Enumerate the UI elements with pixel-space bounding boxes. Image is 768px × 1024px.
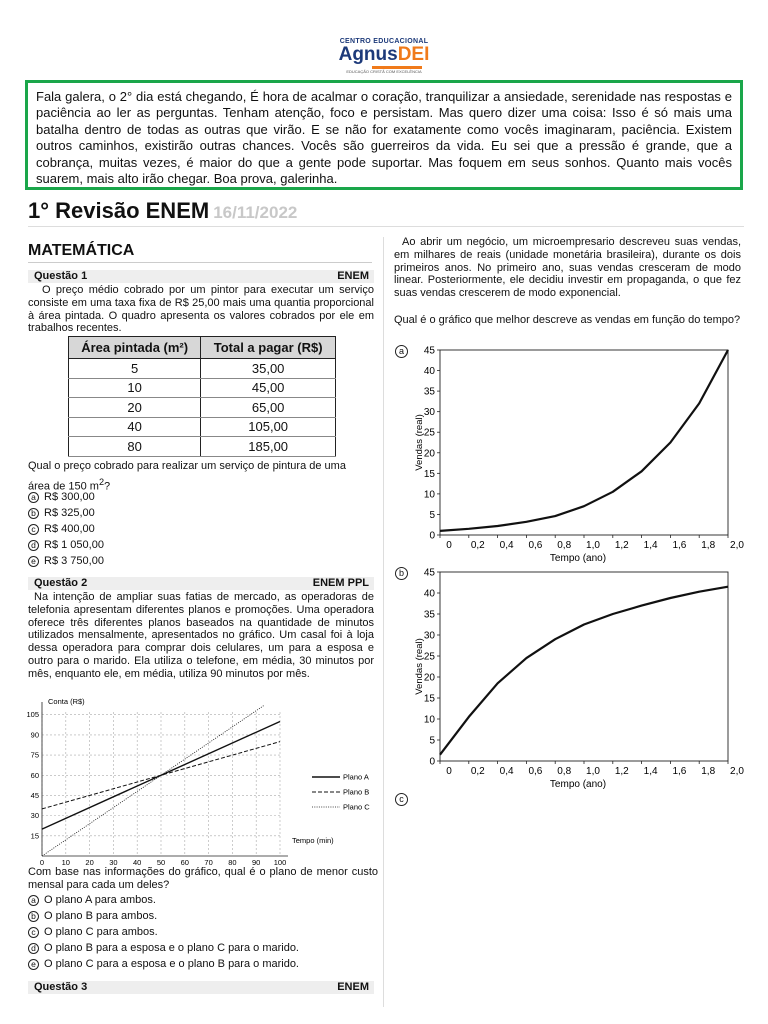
x-tick-label: 0,6 bbox=[528, 766, 543, 777]
x-tick-label: 30 bbox=[109, 858, 118, 867]
y-tick-label: 20 bbox=[423, 672, 435, 684]
logo-brand bbox=[332, 45, 436, 65]
option-text: R$ 325,00 bbox=[44, 507, 95, 519]
table-header-row bbox=[69, 337, 336, 359]
option-b[interactable] bbox=[28, 908, 299, 924]
x-tick-label: 0,6 bbox=[528, 540, 543, 551]
y-axis-label: Vendas (real) bbox=[414, 638, 425, 695]
option-letter: e bbox=[28, 556, 39, 567]
x-tick-label: 0,8 bbox=[557, 766, 572, 777]
table-cell: 40 bbox=[69, 417, 201, 437]
question-3-label: Questão 3 bbox=[34, 981, 88, 993]
option-text: O plano B para a esposa e o plano C para o marido. bbox=[44, 942, 299, 954]
school-logo bbox=[332, 38, 436, 74]
graph-option-b[interactable]: b bbox=[395, 567, 408, 580]
x-tick-label: 10 bbox=[61, 858, 70, 867]
table-row bbox=[69, 378, 336, 398]
table-cell: 80 bbox=[69, 437, 201, 457]
x-tick-label: 0,4 bbox=[499, 766, 514, 777]
subject-divider bbox=[28, 262, 372, 263]
y-tick-label: 25 bbox=[423, 427, 435, 439]
subject-heading: MATEMÁTICA bbox=[28, 242, 135, 259]
question-1-label: Questão 1 bbox=[34, 270, 88, 282]
option-letter: e bbox=[28, 959, 39, 970]
column-divider bbox=[383, 237, 384, 1007]
y-tick-label: 25 bbox=[423, 651, 435, 663]
option-letter: c bbox=[28, 927, 39, 938]
y-tick-label: 45 bbox=[423, 345, 435, 357]
table-row bbox=[69, 437, 336, 457]
x-tick-label: 1,2 bbox=[614, 540, 629, 551]
option-e[interactable] bbox=[28, 956, 299, 972]
x-tick-label: 0,2 bbox=[470, 766, 485, 777]
y-tick-label: 15 bbox=[423, 468, 435, 480]
table-cell: 105,00 bbox=[201, 417, 336, 437]
option-text: R$ 400,00 bbox=[44, 523, 95, 535]
y-tick-label: 30 bbox=[423, 630, 435, 642]
y-tick-label: 105 bbox=[26, 710, 39, 720]
question-1-header bbox=[28, 270, 374, 283]
question-1-prompt-line1: Qual o preço cobrado para realizar um serviço de pintura de uma bbox=[28, 460, 346, 472]
question-2-header bbox=[28, 577, 374, 590]
sales-curve bbox=[440, 350, 728, 531]
y-tick-label: 10 bbox=[423, 714, 435, 726]
table-cell: 5 bbox=[69, 359, 201, 379]
x-tick-label: 70 bbox=[204, 858, 213, 867]
x-tick-label: 1,6 bbox=[672, 540, 687, 551]
sales-curve bbox=[440, 587, 728, 755]
y-tick-label: 30 bbox=[30, 811, 39, 821]
graph-option-c[interactable]: c bbox=[395, 793, 408, 806]
y-tick-label: 15 bbox=[423, 693, 435, 705]
option-d[interactable] bbox=[28, 940, 299, 956]
x-tick-label: 80 bbox=[228, 858, 237, 867]
x-tick-label: 20 bbox=[85, 858, 94, 867]
option-e[interactable] bbox=[28, 553, 104, 569]
question-1-source: ENEM bbox=[337, 270, 369, 282]
legend-label: Plano B bbox=[343, 787, 370, 797]
y-tick-label: 45 bbox=[423, 567, 435, 579]
sales-chart-a bbox=[408, 342, 743, 564]
page-title bbox=[28, 198, 297, 224]
x-tick-label: 1,6 bbox=[672, 766, 687, 777]
option-text: O plano C para ambos. bbox=[44, 926, 158, 938]
x-tick-label: 0,8 bbox=[557, 540, 572, 551]
right-question-prompt: Qual é o gráfico que melhor descreve as vendas em função do tempo? bbox=[394, 314, 741, 326]
x-tick-label: 0,4 bbox=[499, 540, 514, 551]
y-tick-label: 5 bbox=[429, 735, 435, 747]
y-tick-label: 10 bbox=[423, 489, 435, 501]
option-letter: a bbox=[28, 492, 39, 503]
price-table bbox=[68, 336, 336, 457]
y-tick-label: 90 bbox=[30, 730, 39, 740]
option-text: R$ 3 750,00 bbox=[44, 555, 104, 567]
option-letter: b bbox=[28, 911, 39, 922]
question-3-header bbox=[28, 981, 374, 994]
option-d[interactable] bbox=[28, 537, 104, 553]
y-tick-label: 60 bbox=[30, 770, 39, 780]
y-tick-label: 15 bbox=[30, 831, 39, 841]
table-cell: 35,00 bbox=[201, 359, 336, 379]
option-c[interactable] bbox=[28, 521, 104, 537]
question-1-options bbox=[28, 489, 104, 569]
x-tick-label: 40 bbox=[133, 858, 142, 867]
option-text: R$ 300,00 bbox=[44, 491, 95, 503]
y-tick-label: 40 bbox=[423, 588, 435, 600]
table-cell: 45,00 bbox=[201, 378, 336, 398]
logo-top-text: CENTRO EDUCACIONAL bbox=[339, 38, 429, 45]
table-header: Total a pagar (R$) bbox=[201, 337, 336, 359]
question-2-options bbox=[28, 892, 299, 972]
legend-label: Plano C bbox=[343, 802, 370, 812]
logo-subtitle: EDUCAÇÃO CRISTÃ COM EXCELÊNCIA bbox=[346, 69, 422, 74]
option-text: R$ 1 050,00 bbox=[44, 539, 104, 551]
graph-option-a[interactable]: a bbox=[395, 345, 408, 358]
sales-chart-b bbox=[408, 564, 743, 790]
x-tick-label: 1,8 bbox=[701, 766, 716, 777]
x-tick-label: 0 bbox=[446, 766, 452, 777]
logo-brand-a: Agnus bbox=[338, 44, 398, 65]
option-text: O plano A para ambos. bbox=[44, 894, 156, 906]
table-cell: 10 bbox=[69, 378, 201, 398]
table-header: Área pintada (m²) bbox=[69, 337, 201, 359]
x-tick-label: 2,0 bbox=[730, 766, 744, 777]
x-axis-label: Tempo (ano) bbox=[549, 553, 607, 564]
option-letter: d bbox=[28, 943, 39, 954]
question-2-source: ENEM PPL bbox=[312, 577, 369, 589]
x-tick-label: 1,0 bbox=[586, 540, 600, 551]
table-row bbox=[69, 417, 336, 437]
y-tick-label: 75 bbox=[30, 750, 39, 760]
table-cell: 20 bbox=[69, 398, 201, 418]
title-text: 1° Revisão ENEM bbox=[28, 198, 210, 223]
question-2-label: Questão 2 bbox=[34, 577, 88, 589]
plot-frame bbox=[440, 572, 728, 761]
x-tick-label: 90 bbox=[252, 858, 261, 867]
question-1-prompt-area: área de 150 m bbox=[28, 480, 99, 493]
question-1-prompt-exponent: 2 bbox=[98, 477, 105, 487]
option-b[interactable] bbox=[28, 505, 104, 521]
option-text: O plano B para ambos. bbox=[44, 910, 158, 922]
option-text: O plano C para a esposa e o plano B para o marido. bbox=[44, 958, 299, 970]
question-2-text: Na intenção de ampliar suas fatias de mercado, as operadoras de telefonia apresentam diferentes planos e promoções. Uma operadora oferece três diferentes planos baseados na quantidade de minutos utilizados mensalmente, apresentados no gráfico. Um casal foi à loja dessa operadora para comprar dois celulares, um para a esposa e outro para o marido. Ela utiliza o telefone, em média, 30 minutos por mês, enquanto ele, em média, utiliza 90 minutos por mês. bbox=[28, 591, 374, 680]
x-tick-label: 0 bbox=[39, 858, 45, 867]
logo-brand-b: DEI bbox=[397, 44, 430, 65]
plans-line-chart bbox=[28, 694, 374, 866]
x-tick-label: 1,2 bbox=[614, 766, 629, 777]
x-tick-label: 100 bbox=[273, 858, 287, 867]
x-axis-label: Tempo (ano) bbox=[549, 779, 607, 790]
series-line-plano-c bbox=[42, 705, 264, 856]
y-tick-label: 20 bbox=[423, 448, 435, 460]
x-tick-label: 0,2 bbox=[470, 540, 485, 551]
table-row bbox=[69, 398, 336, 418]
question-1-text: O preço médio cobrado por um pintor para executar um serviço consiste em uma taxa fixa de R$ 25,00 mais uma quantia proporcional à área pintada. O quadro apresenta os valores cobrados por ele em trabalhos recentes. bbox=[28, 284, 374, 335]
y-axis-label: Conta (R$) bbox=[48, 697, 85, 706]
table-row bbox=[69, 359, 336, 379]
y-tick-label: 5 bbox=[429, 509, 435, 521]
question-3-source: ENEM bbox=[337, 981, 369, 993]
y-tick-label: 30 bbox=[423, 407, 435, 419]
y-tick-label: 45 bbox=[30, 790, 39, 800]
y-axis-label: Vendas (real) bbox=[414, 414, 425, 471]
x-tick-label: 50 bbox=[156, 858, 166, 867]
series-line-plano-b bbox=[42, 742, 280, 809]
x-tick-label: 1,8 bbox=[701, 540, 716, 551]
y-tick-label: 35 bbox=[423, 386, 435, 398]
option-a[interactable] bbox=[28, 489, 104, 505]
x-tick-label: 1,0 bbox=[586, 766, 600, 777]
option-c[interactable] bbox=[28, 924, 299, 940]
option-letter: b bbox=[28, 508, 39, 519]
y-tick-label: 0 bbox=[429, 530, 435, 542]
title-date: 16/11/2022 bbox=[213, 203, 298, 222]
option-letter: a bbox=[28, 895, 39, 906]
option-letter: d bbox=[28, 540, 39, 551]
y-tick-label: 35 bbox=[423, 609, 435, 621]
x-tick-label: 1,4 bbox=[643, 766, 658, 777]
x-tick-label: 1,4 bbox=[643, 540, 658, 551]
x-tick-label: 60 bbox=[180, 858, 189, 867]
x-axis-label: Tempo (min) bbox=[292, 836, 334, 845]
question-1-prompt-end: ? bbox=[104, 480, 111, 493]
table-cell: 185,00 bbox=[201, 437, 336, 457]
x-tick-label: 2,0 bbox=[730, 540, 744, 551]
option-a[interactable] bbox=[28, 892, 299, 908]
legend-label: Plano A bbox=[343, 772, 369, 782]
x-tick-label: 0 bbox=[446, 540, 452, 551]
right-question-text: Ao abrir um negócio, um microempresario descreveu suas vendas, em milhares de reais (unidade monetária brasileira), durante os dois primeiros anos. No primeiro ano, suas vendas cresceram de modo linear. Posteriormente, ele decidiu investir em propaganda, o que fez suas vendas crescerem de modo exponencial. bbox=[394, 236, 741, 300]
y-tick-label: 40 bbox=[423, 366, 435, 378]
y-tick-label: 0 bbox=[429, 756, 435, 768]
motivational-message: Fala galera, o 2° dia está chegando, É hora de acalmar o coração, tranquilizar a ansiedade, serenidade nas respostas e paciência ao ler as perguntas. Tenham atenção, foco e persistam. Mas quero dizer uma coisa: Isso é só mais uma batalha dentro de todas as outras que virão. E se não for exatamente como vocês imaginaram, paciência. Existem outros caminhos, existirão outras chances. Vocês são guerreiros da vida. Eu sei que a pressão é grande, que a cobrança, muitas vezes, é maior do que a gente pode suportar. Mas foquem em seus sonhos. Quanto mais vocês suarem, mais alto irão chegar. Boa prova, galerinha. bbox=[25, 80, 743, 190]
question-2-prompt: Com base nas informações do gráfico, qual é o plano de menor custo mensal para cada um deles? bbox=[28, 866, 378, 891]
title-divider bbox=[28, 226, 744, 227]
table-cell: 65,00 bbox=[201, 398, 336, 418]
option-letter: c bbox=[28, 524, 39, 535]
